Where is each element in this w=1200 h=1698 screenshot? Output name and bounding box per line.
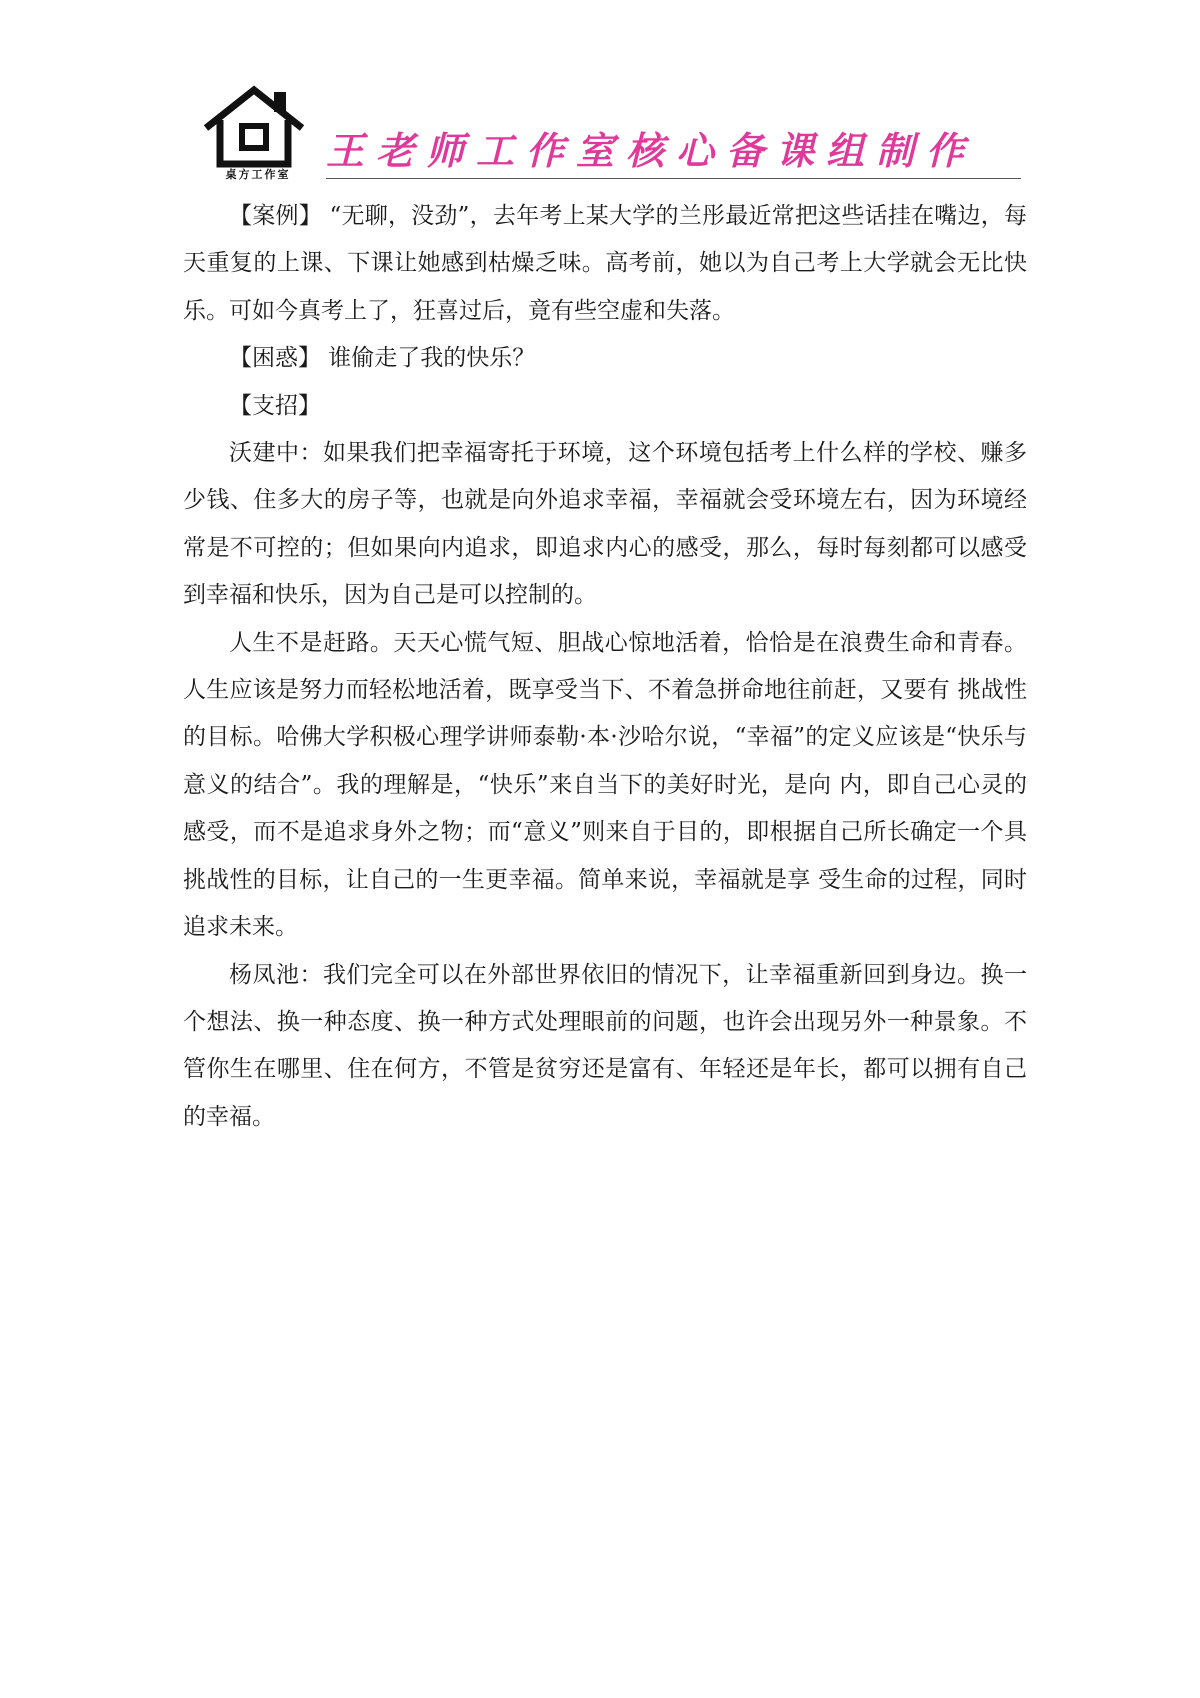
body-paragraph-1: 沃建中：如果我们把幸福寄托于环境，这个环境包括考上什么样的学校、赚多少钱、住多大的房子等，也就是向外追求幸福，幸福就会受环境左右，因为环境经常是不可控的；但如果向内追求，即追求内心的感受，那么，每时每刻都可以感受到幸福和快乐，因为自己是可以控制的。 bbox=[183, 440, 1027, 609]
confusion-paragraph bbox=[183, 335, 1027, 382]
case-label: 【案例】 bbox=[229, 203, 322, 229]
body-paragraph-2: 人生不是赶路。天天心慌气短、胆战心惊地活着，恰恰是在浪费生命和青春。人生应该是努力而轻松地活着，既享受当下、不着急拼命地往前赶，又要有 挑战性的目标。哈佛大学积极心理学讲师泰勒·本·沙哈尔说，“幸福”的定义应该是“快乐与意义的结合”。我的理解是，“快乐”来自当下的美好时光，是向 内，即自己心灵的感受，而不是追求身外之物；而“意义”则来自于目的，即根据自己所长确定一个具挑战性的目标，让自己的一生更幸福。简单来说，幸福就是享 受生命的过程，同时追求未来。 bbox=[183, 629, 1027, 941]
advice-paragraph bbox=[183, 383, 1027, 430]
logo-caption: 桌方工作室 bbox=[225, 168, 291, 181]
header-title: 王老师工作室核心备课组制作 bbox=[326, 129, 977, 173]
case-text: “无聊，没劲”，去年考上某大学的兰彤最近常把这些话挂在嘴边，每天重复的上课、下课让她感到枯燥乏味。高考前，她以为自己考上大学就会无比快乐。可如今真考上了，狂喜过后，竟有些空虚和失落。 bbox=[183, 203, 1028, 324]
header-divider bbox=[326, 178, 1021, 179]
page-header bbox=[196, 84, 1026, 184]
confusion-text: 谁偷走了我的快乐？ bbox=[321, 345, 536, 372]
body-paragraph-3: 杨凤池：我们完全可以在外部世界依旧的情况下，让幸福重新回到身边。换一个想法、换一种态度、换一种方式处理眼前的问题，也许会出现另外一种景象。不管你生在哪里、住在何方，不管是贫穷还是富有、年轻还是年长，都可以拥有自己的幸福。 bbox=[183, 961, 1027, 1130]
advice-label: 【支招】 bbox=[229, 392, 321, 419]
confusion-label: 【困惑】 bbox=[229, 345, 321, 372]
article-body bbox=[183, 193, 1027, 1141]
case-paragraph bbox=[183, 193, 1027, 335]
